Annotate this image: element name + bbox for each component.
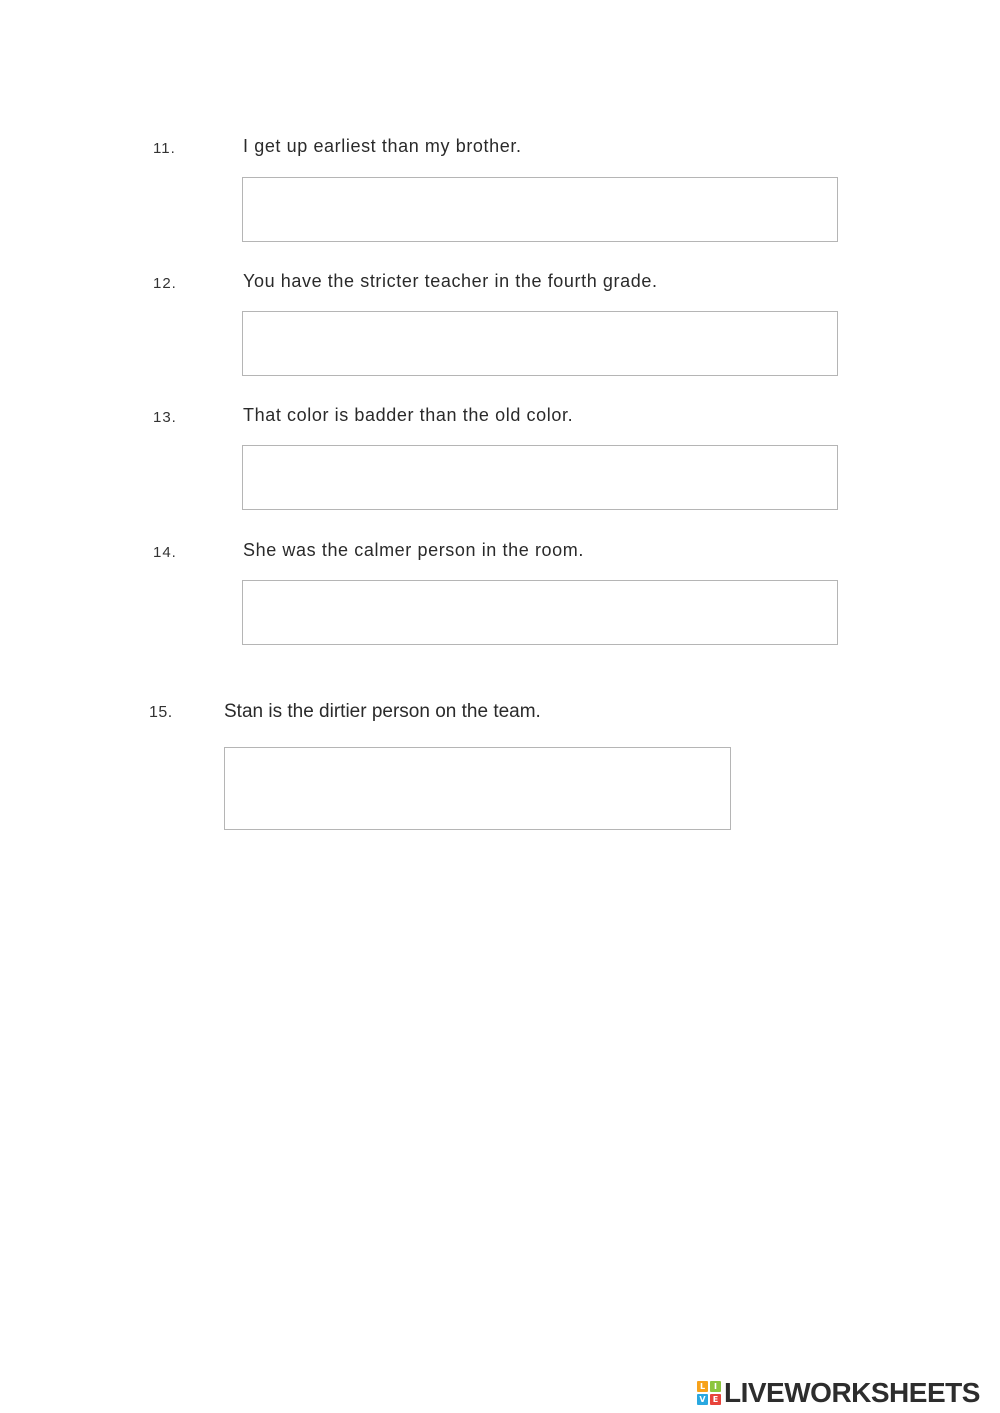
- question-number: 15.: [149, 704, 173, 721]
- question-number: 12.: [153, 275, 177, 292]
- question-number: 14.: [153, 544, 177, 561]
- liveworksheets-branding: [697, 1378, 980, 1408]
- answer-input-15[interactable]: [224, 747, 731, 830]
- liveworksheets-logo-icon: [697, 1381, 721, 1405]
- answer-input-13[interactable]: [242, 445, 838, 510]
- logo-letter: I: [710, 1381, 721, 1392]
- question-text: She was the calmer person in the room.: [243, 540, 584, 560]
- question-text: I get up earliest than my brother.: [243, 136, 522, 156]
- answer-input-14[interactable]: [242, 580, 838, 645]
- question-number: 13.: [153, 409, 177, 426]
- question-text: That color is badder than the old color.: [243, 405, 574, 425]
- logo-letter: V: [697, 1394, 708, 1405]
- answer-input-12[interactable]: [242, 311, 838, 376]
- logo-letter: E: [710, 1394, 721, 1405]
- answer-input-11[interactable]: [242, 177, 838, 242]
- question-text: You have the stricter teacher in the fourth grade.: [243, 271, 658, 291]
- logo-letter: L: [697, 1381, 708, 1392]
- question-text: Stan is the dirtier person on the team.: [224, 701, 541, 722]
- question-number: 11.: [153, 140, 176, 157]
- brand-name: LIVEWORKSHEETS: [724, 1377, 980, 1408]
